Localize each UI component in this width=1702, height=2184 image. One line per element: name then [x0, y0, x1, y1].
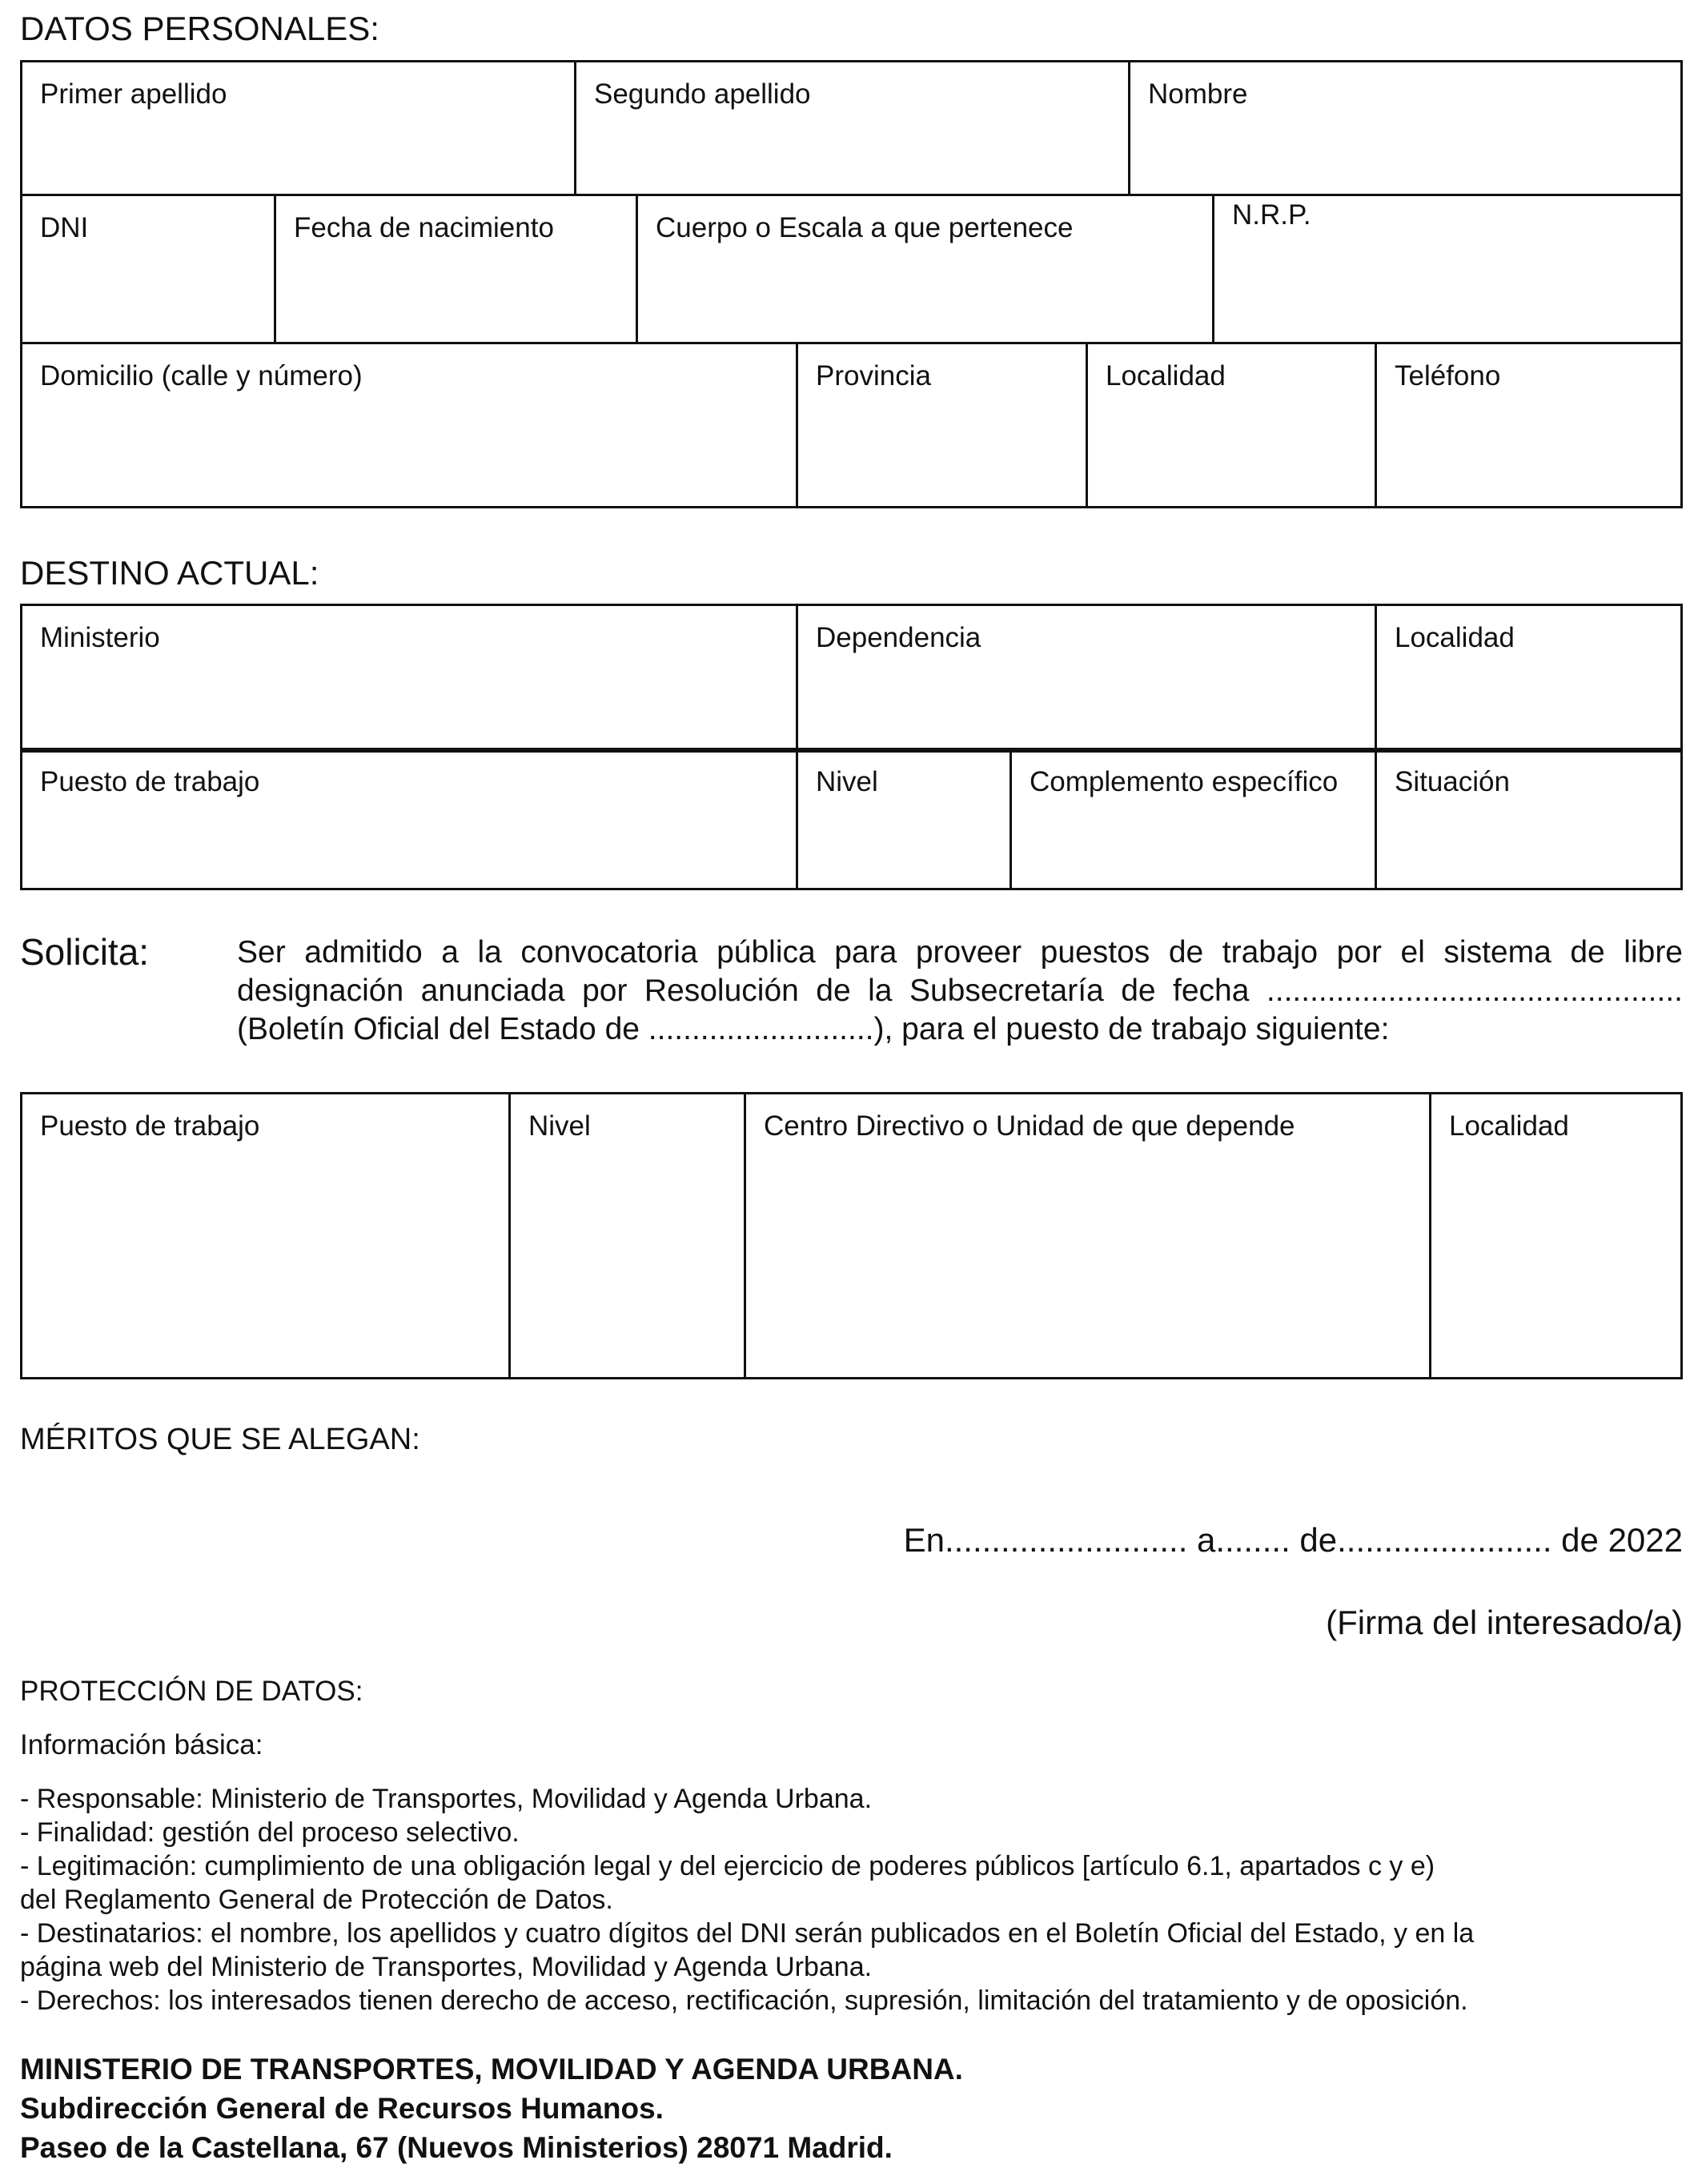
- dependencia-field[interactable]: [797, 605, 1376, 752]
- field-label: Puesto de trabajo: [40, 1110, 260, 1142]
- proteccion-line: - Finalidad: gestión del proceso selectivo.: [20, 1817, 520, 1848]
- field-label: Nivel: [816, 766, 878, 797]
- complemento-especifico-field[interactable]: [1011, 749, 1376, 889]
- field-label: Fecha de nacimiento: [294, 212, 554, 243]
- localidad-field[interactable]: [1087, 343, 1376, 508]
- telefono-field[interactable]: [1376, 343, 1682, 508]
- field-label: Localidad: [1449, 1110, 1569, 1142]
- field-label: Localidad: [1106, 360, 1226, 391]
- field-label: Puesto de trabajo: [40, 766, 260, 797]
- field-label: Dependencia: [816, 622, 981, 653]
- proteccion-subtitle: Información básica:: [20, 1729, 263, 1760]
- provincia-field[interactable]: [797, 343, 1087, 508]
- proteccion-line: - Responsable: Ministerio de Transportes, Movilidad y Agenda Urbana.: [20, 1784, 873, 1814]
- field-label: Domicilio (calle y número): [40, 360, 363, 391]
- fecha-nacimiento-field[interactable]: [275, 195, 637, 343]
- datos-personales-row3: [20, 342, 1683, 508]
- centro-directivo-field[interactable]: [745, 1094, 1431, 1379]
- field-label: Provincia: [816, 360, 931, 391]
- datos-personales-row2: [20, 194, 1683, 344]
- field-label: N.R.P.: [1232, 199, 1311, 231]
- proteccion-title: PROTECCIÓN DE DATOS:: [20, 1676, 363, 1707]
- puesto-actual-field[interactable]: [22, 749, 797, 889]
- footer-line: Subdirección General de Recursos Humanos.: [20, 2092, 664, 2125]
- puesto-solicitado-table: [20, 1092, 1683, 1379]
- solicita-line: (Boletín Oficial del Estado de ..........................), para el puesto de trabajo siguiente:: [237, 1012, 1390, 1046]
- puesto-solicitado-field[interactable]: [22, 1094, 510, 1379]
- ministerio-field[interactable]: [22, 605, 797, 752]
- solicita-label: Solicita:: [20, 931, 150, 973]
- proteccion-line: del Reglamento General de Protección de Datos.: [20, 1885, 613, 1915]
- field-label: Primer apellido: [40, 78, 227, 110]
- localidad-actual-field[interactable]: [1376, 605, 1682, 752]
- field-label: Centro Directivo o Unidad de que depende: [764, 1110, 1295, 1142]
- destino-actual-row2: [20, 748, 1683, 890]
- field-label: Teléfono: [1395, 360, 1501, 391]
- proteccion-line: - Destinatarios: el nombre, los apellidos y cuatro dígitos del DNI serán publicados en el Boletín Oficial del Estado, y en la: [20, 1918, 1475, 1949]
- destino-actual-row1: [20, 604, 1683, 753]
- proteccion-line: - Legitimación: cumplimiento de una obligación legal y del ejercicio de poderes públicos [artículo 6.1, apartados c y e): [20, 1851, 1435, 1881]
- datos-personales-row1: [20, 60, 1683, 196]
- field-label: DNI: [40, 212, 89, 243]
- footer-address: [20, 2050, 963, 2167]
- nivel-actual-field[interactable]: [797, 749, 1011, 889]
- solicita-text: [237, 933, 1683, 1049]
- domicilio-field[interactable]: [22, 343, 797, 508]
- field-label: Nombre: [1148, 78, 1248, 110]
- field-label: Ministerio: [40, 622, 160, 653]
- segundo-apellido-field[interactable]: [576, 62, 1130, 195]
- field-label: Localidad: [1395, 622, 1515, 653]
- proteccion-line: página web del Ministerio de Transportes, Movilidad y Agenda Urbana.: [20, 1952, 873, 1982]
- dni-field[interactable]: [22, 195, 275, 343]
- situacion-field[interactable]: [1376, 749, 1682, 889]
- proteccion-list: [20, 1782, 1685, 2017]
- primer-apellido-field[interactable]: [22, 62, 576, 195]
- nrp-field[interactable]: [1214, 195, 1682, 343]
- cuerpo-escala-field[interactable]: [637, 195, 1214, 343]
- nivel-solicitado-field[interactable]: [510, 1094, 745, 1379]
- field-label: Cuerpo o Escala a que pertenece: [656, 212, 1074, 243]
- datos-personales-title: DATOS PERSONALES:: [20, 10, 379, 47]
- nombre-field[interactable]: [1130, 62, 1682, 195]
- meritos-title: MÉRITOS QUE SE ALEGAN:: [20, 1423, 420, 1456]
- footer-line: MINISTERIO DE TRANSPORTES, MOVILIDAD Y AGENDA URBANA.: [20, 2053, 963, 2086]
- solicita-line: designación anunciada por Resolución de la Subsecretaría de fecha ................................................: [237, 974, 1683, 1008]
- firma-label: (Firma del interesado/a): [1326, 1604, 1683, 1641]
- localidad-solicitada-field[interactable]: [1431, 1094, 1682, 1379]
- field-label: Segundo apellido: [594, 78, 811, 110]
- field-label: Situación: [1395, 766, 1510, 797]
- destino-actual-title: DESTINO ACTUAL:: [20, 554, 319, 592]
- solicita-line: Ser admitido a la convocatoria pública para proveer puestos de trabajo por el sistema de libre: [237, 935, 1683, 970]
- field-label: Complemento específico: [1030, 766, 1339, 797]
- fecha-line[interactable]: En.......................... a........ de....................... de 2022: [903, 1521, 1683, 1559]
- proteccion-line: - Derechos: los interesados tienen derecho de acceso, rectificación, supresión, limitación del tratamiento y de oposición.: [20, 1985, 1468, 2016]
- footer-line: Paseo de la Castellana, 67 (Nuevos Ministerios) 28071 Madrid.: [20, 2131, 893, 2164]
- field-label: Nivel: [528, 1110, 591, 1142]
